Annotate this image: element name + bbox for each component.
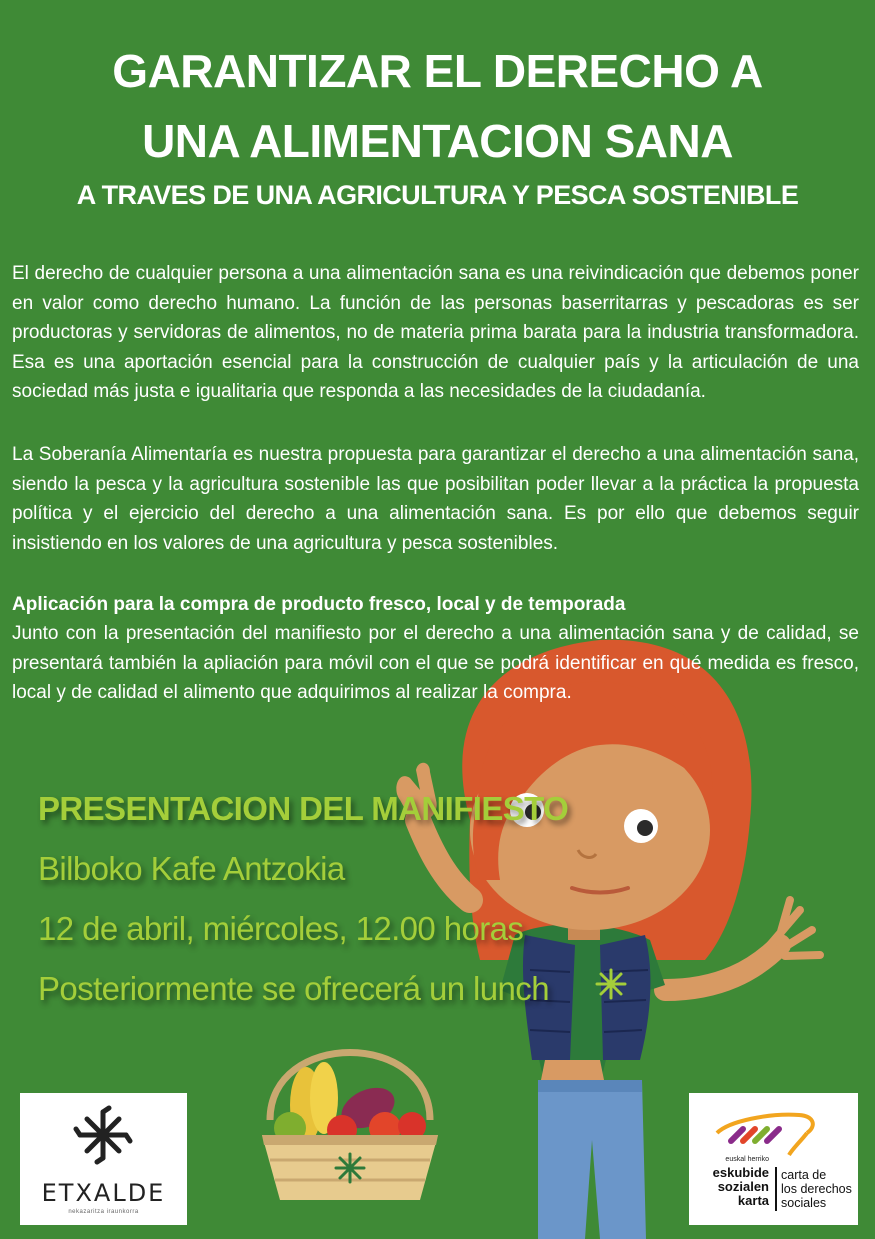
- paragraph-food-sovereignty: La Soberanía Alimentaría es nuestra propuesta para garantizar el derecho a una alimentación sana, siendo la pesca y la agricultura sostenible las que posibilitan poder llevar a la práctica la propuesta política y el ejercicio del derecho a una alimentación sana. Es por ello que debemos seguir insistiendo en los valores de una agricultura y pesca sostenibles.: [12, 444, 859, 554]
- rainbow-stripes-logo-icon: [689, 1093, 858, 1163]
- paragraph-right-to-food: El derecho de cualquier persona a una alimentación sana es una reivindicación que debemos poner en valor como derecho humano. La función de las personas baserritarras y pescadoras es ser productoras y servidoras de alimentos, no de materia prima barata para la industria transformadora. Esa es una aportación esencial para la construcción de cualquier país y la articulación de una sociedad más justa e igualitaria que responda a las necesidades de la ciudadanía.: [12, 263, 859, 402]
- event-title: PRESENTACION DEL MANIFIESTO: [38, 790, 569, 827]
- logo-divider: [775, 1167, 777, 1211]
- subtitle: A TRAVES DE UNA AGRICULTURA Y PESCA SOSTENIBLE: [76, 180, 799, 210]
- event-datetime: 12 de abril, miércoles, 12.00 horas: [38, 910, 524, 947]
- etxalde-tagline: nekazaritza iraunkorra: [68, 1209, 139, 1215]
- event-venue: Bilboko Kafe Antzokia: [38, 850, 345, 887]
- event-note: Posteriormente se ofrecerá un lunch: [38, 970, 549, 1007]
- etxalde-asterisk-icon: [20, 1093, 187, 1183]
- logo-bold-line-2: sozialen: [717, 1179, 769, 1194]
- title-line-1: GARANTIZAR EL DERECHO A: [112, 45, 763, 97]
- paragraph-app: Junto con la presentación del manifiesto por el derecho a una alimentación sana y de calidad, se presentará también la apliación para móvil con el que se podrá identificar en qué medida es fresco, local y de calidad el alimento que adquirimos al realizar la compra.: [12, 623, 859, 703]
- logo-right-line-3: sociales: [781, 1196, 827, 1210]
- logo-bold-line-3: karta: [737, 1193, 769, 1208]
- etxalde-asterisk-icon: [597, 970, 625, 998]
- title-line-2: UNA ALIMENTACION SANA: [142, 115, 733, 167]
- app-heading: Aplicación para la compra de producto fresco, local y de temporada: [12, 594, 626, 615]
- logo-right-line-1: carta de: [781, 1168, 827, 1182]
- etxalde-name: ETXALDE: [41, 1179, 166, 1207]
- logo-right-line-2: los derechos: [781, 1182, 852, 1196]
- logo-bold-line-1: eskubide: [712, 1165, 769, 1180]
- fruit-basket-illustration: [262, 1053, 438, 1201]
- eskubide-sozialen-karta-logo: [689, 1093, 858, 1225]
- etxalde-logo: [20, 1093, 187, 1225]
- logo-small-text: euskal herriko: [725, 1156, 769, 1163]
